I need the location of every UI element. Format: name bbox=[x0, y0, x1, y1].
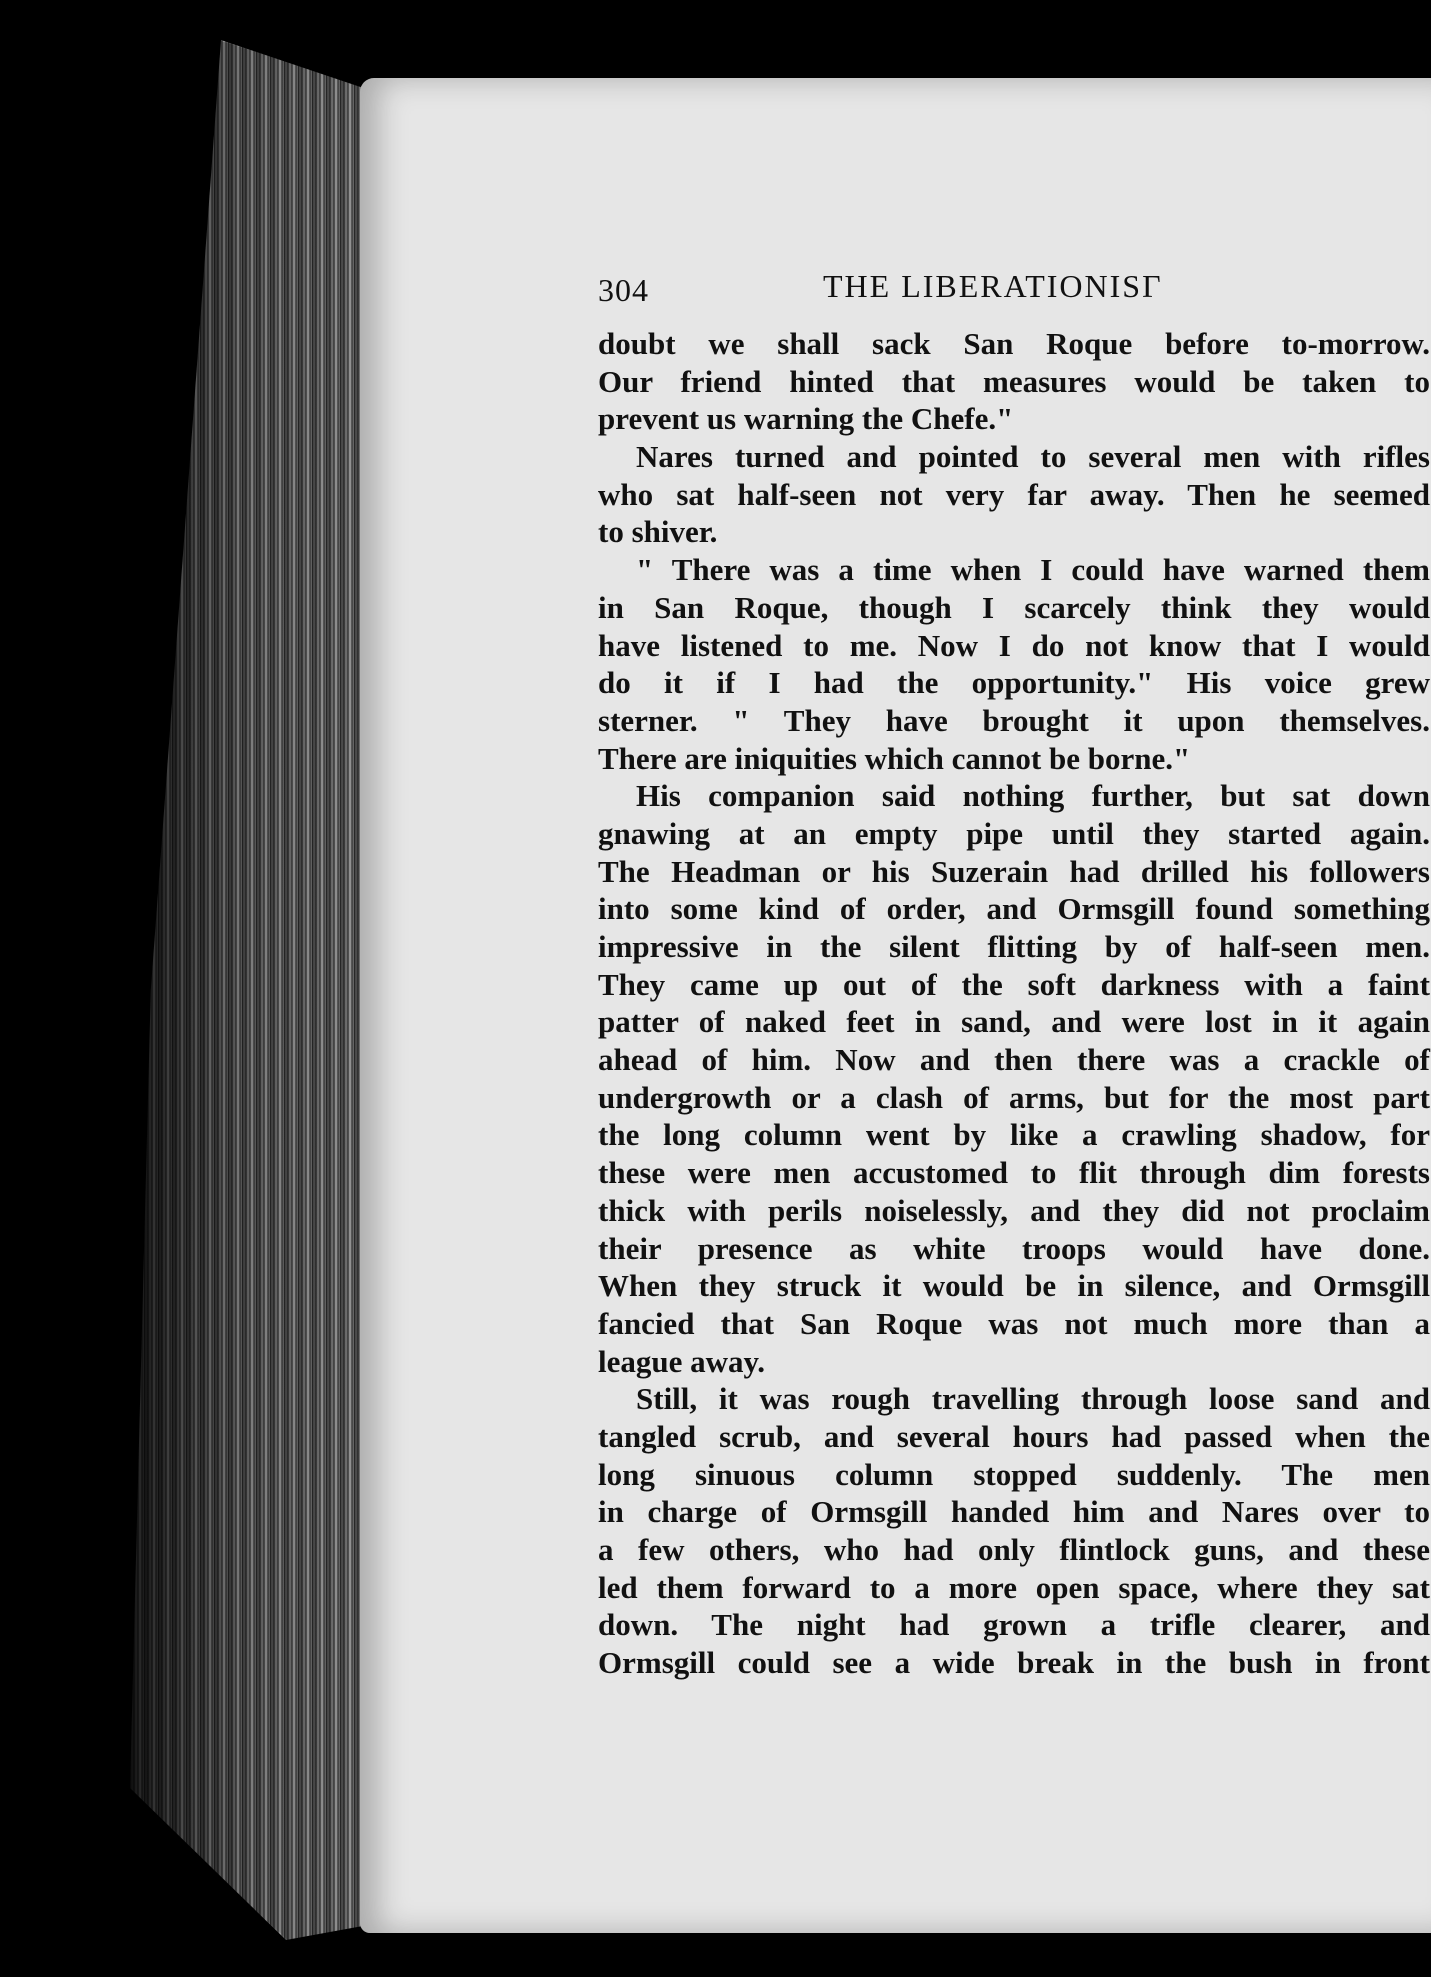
text-line: sterner. " They have brought it upon themselves. bbox=[598, 702, 1430, 738]
text-line: their presence as white troops would have done. bbox=[598, 1230, 1430, 1266]
text-line: a few others, who had only flintlock guns, and these bbox=[598, 1532, 1430, 1567]
text-line: fancied that San Roque was not much more than a bbox=[598, 1305, 1430, 1341]
text-line: There are iniquities which cannot be borne." bbox=[598, 740, 1191, 776]
text-line: who sat half-seen not very far away. Then he seemed bbox=[598, 476, 1430, 512]
text-line: ahead of him. Now and then there was a crackle of bbox=[598, 1042, 1430, 1078]
text-line: led them forward to a more open space, where they sat bbox=[598, 1569, 1430, 1605]
text-line: in charge of Ormsgill handed him and Nares over to bbox=[598, 1494, 1430, 1530]
text-line: gnawing at an empty pipe until they started again. bbox=[598, 815, 1430, 851]
text-line: Our friend hinted that measures would be taken to bbox=[598, 363, 1430, 399]
text-line: tangled scrub, and several hours had passed when the bbox=[598, 1418, 1430, 1454]
text-line: When they struck it would be in silence, and Ormsgill bbox=[598, 1268, 1430, 1304]
text-line: down. The night had grown a trifle clearer, and bbox=[598, 1607, 1430, 1643]
text-line: impressive in the silent flitting by of half-seen men. bbox=[598, 929, 1430, 964]
text-line: these were men accustomed to flit through dim forests bbox=[598, 1155, 1430, 1191]
text-line: to shiver. bbox=[598, 514, 718, 550]
text-line: prevent us warning the Chefe." bbox=[598, 401, 1014, 437]
text-line: Nares turned and pointed to several men with rifles bbox=[636, 439, 1430, 475]
text-line: have listened to me. Now I do not know that I would bbox=[598, 627, 1430, 663]
page-edge-shadow bbox=[120, 40, 400, 1940]
text-line: Ormsgill could see a wide break in the bush in front bbox=[598, 1645, 1430, 1681]
body-text bbox=[598, 325, 1430, 1682]
text-line: Still, it was rough travelling through loose sand and bbox=[636, 1381, 1430, 1417]
text-line: They came up out of the soft darkness with a faint bbox=[598, 966, 1430, 1002]
text-line: " There was a time when I could have warned them bbox=[636, 552, 1430, 588]
text-line: undergrowth or a clash of arms, but for the most part bbox=[598, 1079, 1430, 1115]
text-line: into some kind of order, and Ormsgill found something bbox=[598, 891, 1430, 927]
text-line: patter of naked feet in sand, and were lost in it again bbox=[598, 1004, 1430, 1040]
page-header bbox=[598, 268, 1238, 318]
text-line: long sinuous column stopped suddenly. The men bbox=[598, 1456, 1430, 1492]
text-line: thick with perils noiselessly, and they did not proclaim bbox=[598, 1192, 1430, 1228]
running-title: THE LIBERATIONISΓ bbox=[823, 268, 1163, 304]
text-line: in San Roque, though I scarcely think they would bbox=[598, 589, 1430, 625]
page-number: 304 bbox=[598, 272, 649, 308]
text-line: doubt we shall sack San Roque before to-morrow. bbox=[598, 326, 1430, 361]
text-line: do it if I had the opportunity." His voice grew bbox=[598, 665, 1430, 701]
text-line: The Headman or his Suzerain had drilled his followers bbox=[598, 853, 1430, 889]
text-line: league away. bbox=[598, 1343, 766, 1379]
text-line: the long column went by like a crawling shadow, for bbox=[598, 1117, 1430, 1153]
text-line: His companion said nothing further, but sat down bbox=[636, 778, 1430, 814]
